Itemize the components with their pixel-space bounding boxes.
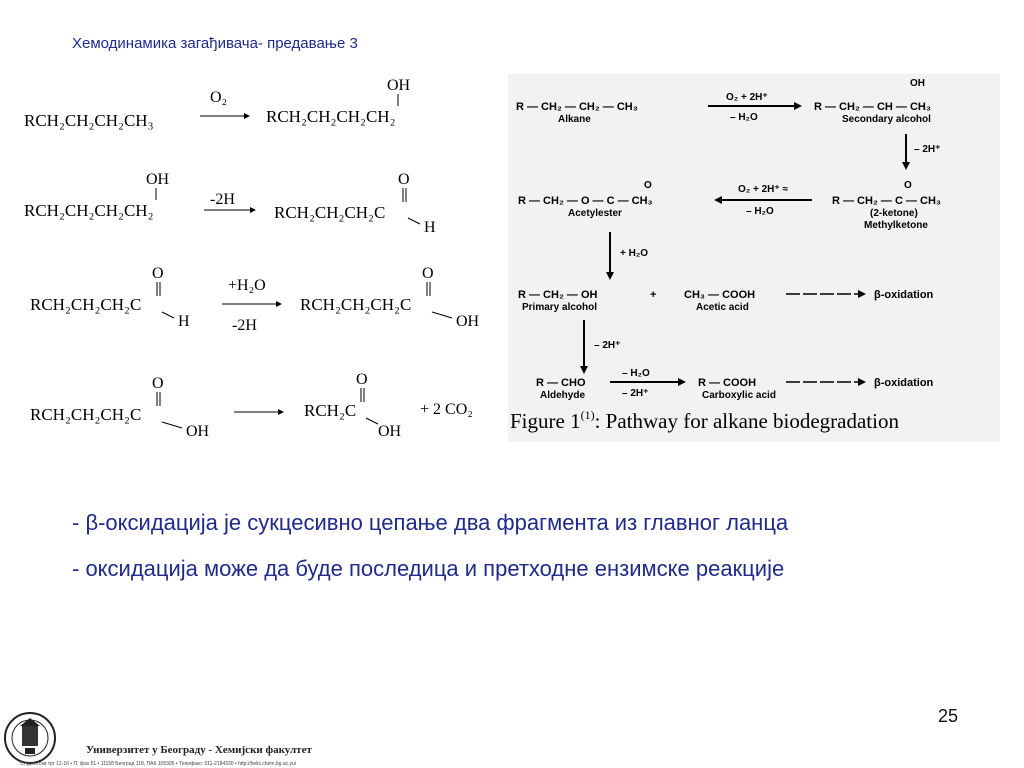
fig-sec-oh: OH [910, 78, 925, 89]
pathway-figure-panel [508, 74, 1000, 442]
fig-arrowhead3 [714, 196, 722, 204]
r2-product: RCH₂CH₂CH₂C [274, 203, 386, 222]
r1-product-oh: OH [387, 77, 411, 94]
fig-step2: – 2H⁺ [914, 144, 941, 155]
r3-reactant-o: O [152, 265, 164, 282]
fig-ketone-label1: (2-ketone) [870, 208, 918, 219]
fig-ketone-label2: Methylketone [864, 220, 928, 231]
reaction-scheme-svg [22, 68, 497, 444]
fig-arrowhead2 [902, 162, 910, 170]
r2-side-bond [408, 218, 420, 224]
fig-arrowhead5 [580, 366, 588, 374]
r3-reagent-top: +H₂O [228, 277, 266, 294]
r1-product: RCH₂CH₂CH₂CH₂ [266, 107, 396, 126]
r2-reactant-oh: OH [146, 171, 170, 188]
r4-arrowhead [278, 409, 284, 415]
r2-product-h: H [424, 219, 436, 236]
fig-prim-alcohol: R — CH₂ — OH [518, 289, 598, 301]
fig-alkane: R — CH₂ — CH₂ — CH₃ [516, 101, 638, 113]
bullet-item-1: - β-оксидација је сукцесивно цепање два фрагмента из главног ланца [72, 510, 789, 535]
r1-reagent: O₂ [210, 89, 228, 106]
fig-beta2: β-oxidation [874, 377, 934, 389]
fig-prim-label: Primary alcohol [522, 302, 598, 313]
fig-step4: + H₂O [620, 248, 649, 259]
fig-ester: R — CH₂ — O — C — CH₃ [518, 195, 653, 207]
fig-acetic-label: Acetic acid [696, 302, 749, 313]
slide-header-title: Хемодинамика загађивача- предавање 3 [72, 35, 358, 52]
footer-institution: Универзитет у Београду - Хемијски факултет [86, 744, 312, 756]
fig-aldehyde-label: Aldehyde [540, 390, 586, 401]
fig-plus: + [650, 289, 657, 301]
r1-reactant: RCH₂CH₂CH₂CH₃ [24, 111, 154, 130]
r3-arrowhead [276, 301, 282, 307]
fig-step5: – 2H⁺ [594, 340, 621, 351]
fig-caption-ref: (1) [580, 408, 595, 422]
r3-reactant: RCH₂CH₂CH₂C [30, 295, 142, 314]
fig-alkane-label: Alkane [558, 114, 591, 125]
fig-caption-label: Figure 1 [510, 409, 581, 433]
footer-address: Студентски трг 12-16 • П. фах 51 • 11158 Београд 118, ПАК 105305 • Телефакс: 011-2184330 • http://helix.chem.bg.ac.yu/ [20, 761, 297, 767]
pathway-figure-svg [508, 74, 1000, 442]
fig-aldehyde: R — CHO [536, 377, 586, 389]
bullet-item-2: - оксидација може да буде последица и претходне ензимске реакције [72, 556, 785, 581]
bullet-list [72, 500, 972, 592]
fig-step6-bottom: – 2H⁺ [622, 388, 649, 399]
fig-step1-bottom: – H₂O [730, 112, 758, 123]
r4-reactant-o: O [152, 375, 164, 392]
fig-sec-label: Secondary alcohol [842, 114, 931, 125]
fig-ketone-o: O [904, 180, 912, 191]
r2-reagent: -2H [210, 191, 235, 208]
page-number: 25 [938, 706, 959, 726]
r3-reagent-bottom: -2H [232, 317, 257, 334]
fig-ester-o: O [644, 180, 652, 191]
fig-carboxylic: R — COOH [698, 377, 757, 389]
fig-ester-label: Acetylester [568, 208, 622, 219]
r2-product-o: O [398, 171, 410, 188]
university-seal-icon [2, 710, 62, 766]
fig-carboxylic-label: Carboxylic acid [702, 390, 776, 401]
r4-reactant-oh: OH [186, 423, 210, 440]
fig-arrowhead6 [678, 378, 686, 386]
reaction-scheme-panel [22, 68, 497, 444]
fig-acetic: CH₃ — COOH [684, 289, 756, 301]
r3-side-bond [162, 312, 174, 318]
fig-caption [510, 408, 899, 433]
r3-product-o: O [422, 265, 434, 282]
r4-product-oh: OH [378, 423, 402, 440]
r4-p-side-bond [366, 418, 378, 424]
r1-arrowhead [244, 113, 250, 119]
footer [0, 710, 300, 768]
fig-sec-alcohol: R — CH₂ — CH — CH₃ [814, 101, 931, 113]
r4-coproduct: + 2 CO₂ [420, 401, 473, 418]
fig-step1-top: O₂ + 2H⁺ [726, 92, 768, 103]
fig-step6-top: – H₂O [622, 368, 650, 379]
fig-arrowhead-beta2 [858, 378, 866, 386]
r4-side-bond [162, 422, 182, 428]
fig-step3-top: O₂ + 2H⁺ ≈ [738, 184, 788, 195]
r4-reactant: RCH₂CH₂CH₂C [30, 405, 142, 424]
r3-p-side-bond [432, 312, 452, 318]
fig-step3-bottom: – H₂O [746, 206, 774, 217]
fig-caption-rest: : Pathway for alkane biodegradation [594, 409, 899, 433]
r2-reactant: RCH₂CH₂CH₂CH₂ [24, 201, 154, 220]
r3-product: RCH₂CH₂CH₂C [300, 295, 412, 314]
r4-product: RCH₂C [304, 401, 357, 420]
fig-ketone: R — CH₂ — C — CH₃ [832, 195, 941, 207]
r3-reactant-h: H [178, 313, 190, 330]
fig-beta1: β-oxidation [874, 289, 934, 301]
r4-product-o: O [356, 371, 368, 388]
r2-arrowhead [250, 207, 256, 213]
fig-arrowhead4 [606, 272, 614, 280]
fig-arrowhead-beta1 [858, 290, 866, 298]
r3-product-oh: OH [456, 313, 480, 330]
fig-arrowhead1 [794, 102, 802, 110]
